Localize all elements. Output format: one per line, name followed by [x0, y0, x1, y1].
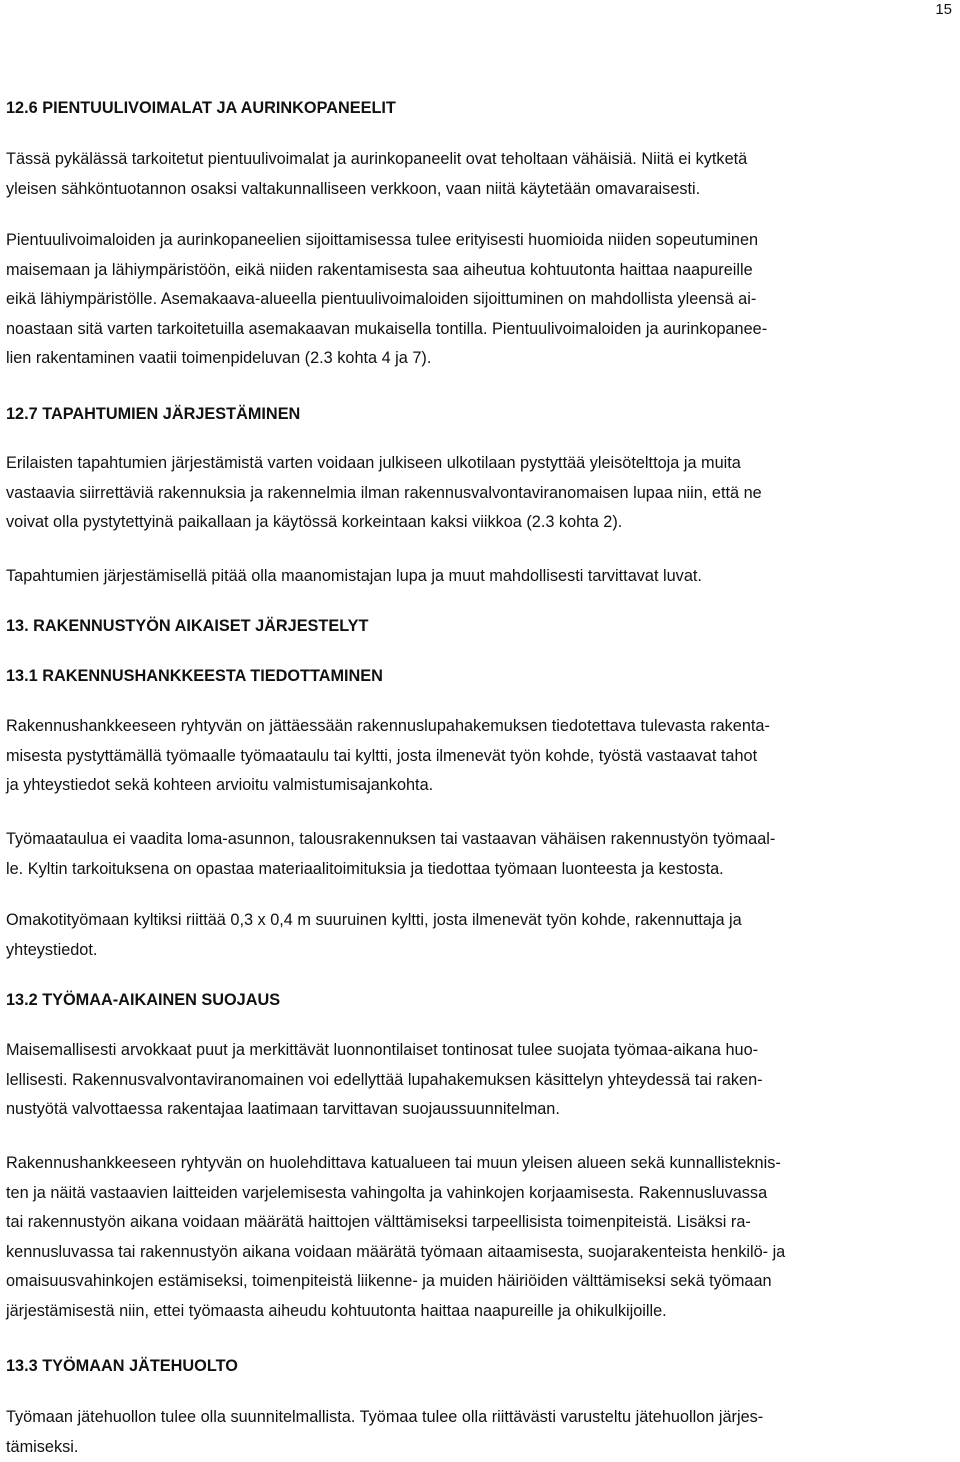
paragraph-12-6-placement: [6, 226, 954, 374]
text-line: lien rakentaminen vaatii toimenpideluvan (2.3 kohta 4 ja 7).: [6, 344, 954, 374]
text-line: Työmaataulua ei vaadita loma-asunnon, talousrakennuksen tai vastaavan vähäisen rakennustyön työmaal-: [6, 825, 954, 855]
text-line: omaisuusvahinkojen estämiseksi, toimenpiteistä liikenne- ja muiden häiriöiden välttämiseksi sekä työmaan: [6, 1267, 954, 1297]
text-line: vastaavia siirrettäviä rakennuksia ja rakennelmia ilman rakennusvalvontaviranomaisen lupaa niin, että ne: [6, 479, 954, 509]
section-heading-12-6: 12.6 PIENTUULIVOIMALAT JA AURINKOPANEELIT: [6, 96, 396, 120]
text-line: tämiseksi.: [6, 1433, 954, 1462]
text-line: Maisemallisesti arvokkaat puut ja merkittävät luonnontilaiset tontinosat tulee suojata työmaa-aikana huo-: [6, 1036, 954, 1066]
text-line: voivat olla pystytettyinä paikallaan ja käytössä korkeintaan kaksi viikkoa (2.3 kohta 2).: [6, 508, 954, 538]
text-line: Työmaan jätehuollon tulee olla suunnitelmallista. Työmaa tulee olla riittävästi varusteltu jätehuollon järjes-: [6, 1403, 954, 1433]
text-line: ja yhteystiedot sekä kohteen arvioitu valmistumisajankohta.: [6, 771, 954, 801]
text-line: ten ja näitä vastaavien laitteiden varjelemisesta vahingolta ja vahinkojen korjaamisesta. Rakennusluvassa: [6, 1179, 954, 1209]
page-number: 15: [935, 0, 952, 20]
section-heading-12-7: 12.7 TAPAHTUMIEN JÄRJESTÄMINEN: [6, 402, 300, 426]
text-line: järjestämisestä niin, ettei työmaasta aiheudu kohtuutonta haittaa naapureille ja ohikulkijoille.: [6, 1297, 954, 1327]
section-heading-13-2: 13.2 TYÖMAA-AIKAINEN SUOJAUS: [6, 988, 280, 1012]
paragraph-12-7-tents: [6, 449, 954, 538]
text-line: Erilaisten tapahtumien järjestämistä varten voidaan julkiseen ulkotilaan pystyttää yleisötelttoja ja muita: [6, 449, 954, 479]
paragraph-12-6-intro: [6, 145, 954, 204]
text-line: yhteystiedot.: [6, 936, 954, 966]
text-line: Rakennushankkeeseen ryhtyvän on jättäessään rakennuslupahakemuksen tiedotettava tulevasta rakenta-: [6, 712, 954, 742]
paragraph-13-2-protection: [6, 1149, 954, 1326]
paragraph-13-2-trees: [6, 1036, 954, 1125]
section-heading-13-3: 13.3 TYÖMAAN JÄTEHUOLTO: [6, 1354, 238, 1378]
text-line: Tässä pykälässä tarkoitetut pientuulivoimalat ja aurinkopaneelit ovat teholtaan vähäisiä. Niitä ei kytketä: [6, 145, 954, 175]
section-heading-13: 13. RAKENNUSTYÖN AIKAISET JÄRJESTELYT: [6, 614, 368, 638]
text-line: lellisesti. Rakennusvalvontaviranomainen voi edellyttää lupahakemuksen käsittelyn yhteydessä tai raken-: [6, 1066, 954, 1096]
text-line: Pientuulivoimaloiden ja aurinkopaneelien sijoittamisessa tulee erityisesti huomioida niiden sopeutuminen: [6, 226, 954, 256]
paragraph-13-1-notice: [6, 712, 954, 801]
paragraph-12-7-permission: [6, 562, 954, 592]
text-line: maisemaan ja lähiympäristöön, eikä niiden rakentamisesta saa aiheutua kohtuutonta haittaa naapureille: [6, 256, 954, 286]
text-line: Tapahtumien järjestämisellä pitää olla maanomistajan lupa ja muut mahdollisesti tarvittavat luvat.: [6, 562, 954, 592]
text-line: noastaan sitä varten tarkoitetuilla asemakaavan mukaisella tontilla. Pientuulivoimaloiden ja aurinkopanee-: [6, 315, 954, 345]
text-line: Rakennushankkeeseen ryhtyvän on huolehdittava katualueen tai muun yleisen alueen sekä kunnallisteknis-: [6, 1149, 954, 1179]
text-line: eikä lähiympäristölle. Asemakaava-alueella pientuulivoimaloiden sijoittuminen on mahdollista yleensä ai-: [6, 285, 954, 315]
text-line: yleisen sähköntuotannon osaksi valtakunnalliseen verkkoon, vaan niitä käytetään omavaraisesti.: [6, 175, 954, 205]
paragraph-13-1-sign-size: [6, 906, 954, 965]
text-line: kennusluvassa tai rakennustyön aikana voidaan määrätä työmaan aitaamisesta, suojarakenteista henkilö- ja: [6, 1238, 954, 1268]
text-line: nustyötä valvottaessa rakentajaa laatimaan tarvittavan suojaussuunnitelman.: [6, 1095, 954, 1125]
paragraph-13-3-waste: [6, 1403, 954, 1462]
text-line: tai rakennustyön aikana voidaan määrätä haittojen välttämiseksi tarpeellisista toimenpiteistä. Lisäksi ra-: [6, 1208, 954, 1238]
text-line: misesta pystyttämällä työmaalle työmaataulu tai kyltti, josta ilmenevät työn kohde, työstä vastaavat tahot: [6, 742, 954, 772]
section-heading-13-1: 13.1 RAKENNUSHANKKEESTA TIEDOTTAMINEN: [6, 664, 383, 688]
text-line: Omakotityömaan kyltiksi riittää 0,3 x 0,4 m suuruinen kyltti, josta ilmenevät työn kohde, rakennuttaja ja: [6, 906, 954, 936]
text-line: le. Kyltin tarkoituksena on opastaa materiaalitoimituksia ja tiedottaa työmaan luonteesta ja kestosta.: [6, 855, 954, 885]
paragraph-13-1-exemption: [6, 825, 954, 884]
